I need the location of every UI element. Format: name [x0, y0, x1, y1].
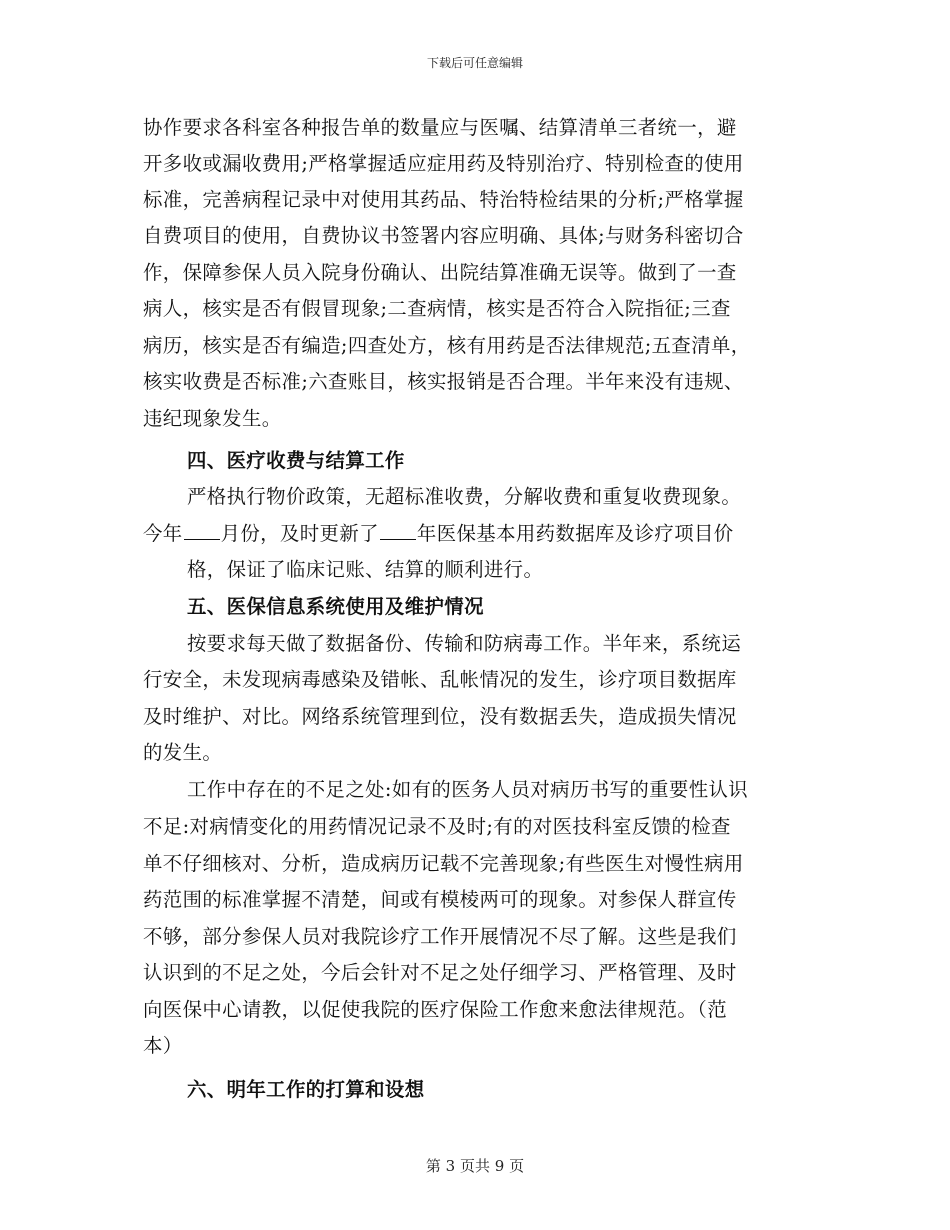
body-line: 不够，部分参保人员对我院诊疗工作开展情况不尽了解。这些是我们 [143, 925, 737, 948]
body-line: 开多收或漏收费用;严格掌握适应症用药及特别治疗、特别检查的使用 [143, 152, 744, 175]
body-line: 行安全，未发现病毒感染及错帐、乱帐情况的发生，诊疗项目数据库 [143, 668, 737, 691]
body-line: 病人，核实是否有假冒现象;二查病情，核实是否符合入院指征;三查 [143, 297, 731, 320]
page-header: 下载后可任意编辑 [426, 56, 523, 70]
body-line: 严格执行物价政策，无超标准收费，分解收费和重复收费现象。 [187, 485, 742, 508]
body-line: 本） [143, 1034, 183, 1057]
text-fragment: 今年 [143, 522, 183, 545]
fill-in-blank [380, 521, 416, 540]
text-fragment: 月份，及时更新了 [220, 522, 379, 545]
body-line: 协作要求各科室各种报告单的数量应与医嘱、结算清单三者统一，避 [143, 116, 737, 139]
text-fragment: 年医保基本用药数据库及诊疗项目价 [416, 522, 734, 545]
body-line: 违纪现象发生。 [143, 407, 282, 430]
body-line: 单不仔细核对、分析，造成病历记载不完善现象;有些医生对慢性病用 [143, 852, 744, 875]
body-line: 药范围的标准掌握不清楚，间或有模棱两可的现象。对参保人群宣传 [143, 888, 737, 911]
body-line: 认识到的不足之处，今后会针对不足之处仔细学习、严格管理、及时 [143, 961, 737, 984]
section-heading-6: 六、明年工作的打算和设想 [187, 1078, 425, 1101]
section-heading-4: 四、医疗收费与结算工作 [187, 449, 405, 472]
body-line: 及时维护、对比。网络系统管理到位，没有数据丢失，造成损失情况 [143, 705, 737, 728]
page-footer: 第 3 页共 9 页 [425, 1157, 525, 1175]
body-line-with-blanks [143, 521, 734, 546]
body-line: 自费项目的使用，自费协议书签署内容应明确、具体;与财务科密切合 [143, 224, 744, 247]
body-line: 的发生。 [143, 741, 223, 764]
body-line: 核实收费是否标准;六查账目，核实报销是否合理。半年来没有违规、 [143, 370, 744, 393]
body-line: 工作中存在的不足之处:如有的医务人员对病历书写的重要性认识 [187, 778, 749, 801]
body-line: 作，保障参保人员入院身份确认、出院结算准确无误等。做到了一查 [143, 261, 737, 284]
body-line: 格，保证了临床记账、结算的顺利进行。 [187, 558, 544, 581]
body-line: 不足:对病情变化的用药情况记录不及时;有的对医技科室反馈的检查 [143, 815, 731, 838]
body-line: 病历，核实是否有编造;四查处方，核有用药是否法律规范;五查清单， [143, 334, 751, 357]
fill-in-blank [184, 521, 220, 540]
body-line: 向医保中心请教，以促使我院的医疗保险工作愈来愈法律规范。（范 [143, 998, 728, 1021]
body-line: 标准，完善病程记录中对使用其药品、特治特检结果的分析;严格掌握 [143, 188, 744, 211]
section-heading-5: 五、医保信息系统使用及维护情况 [187, 595, 484, 618]
body-line: 按要求每天做了数据备份、传输和防病毒工作。半年来，系统运 [187, 632, 742, 655]
